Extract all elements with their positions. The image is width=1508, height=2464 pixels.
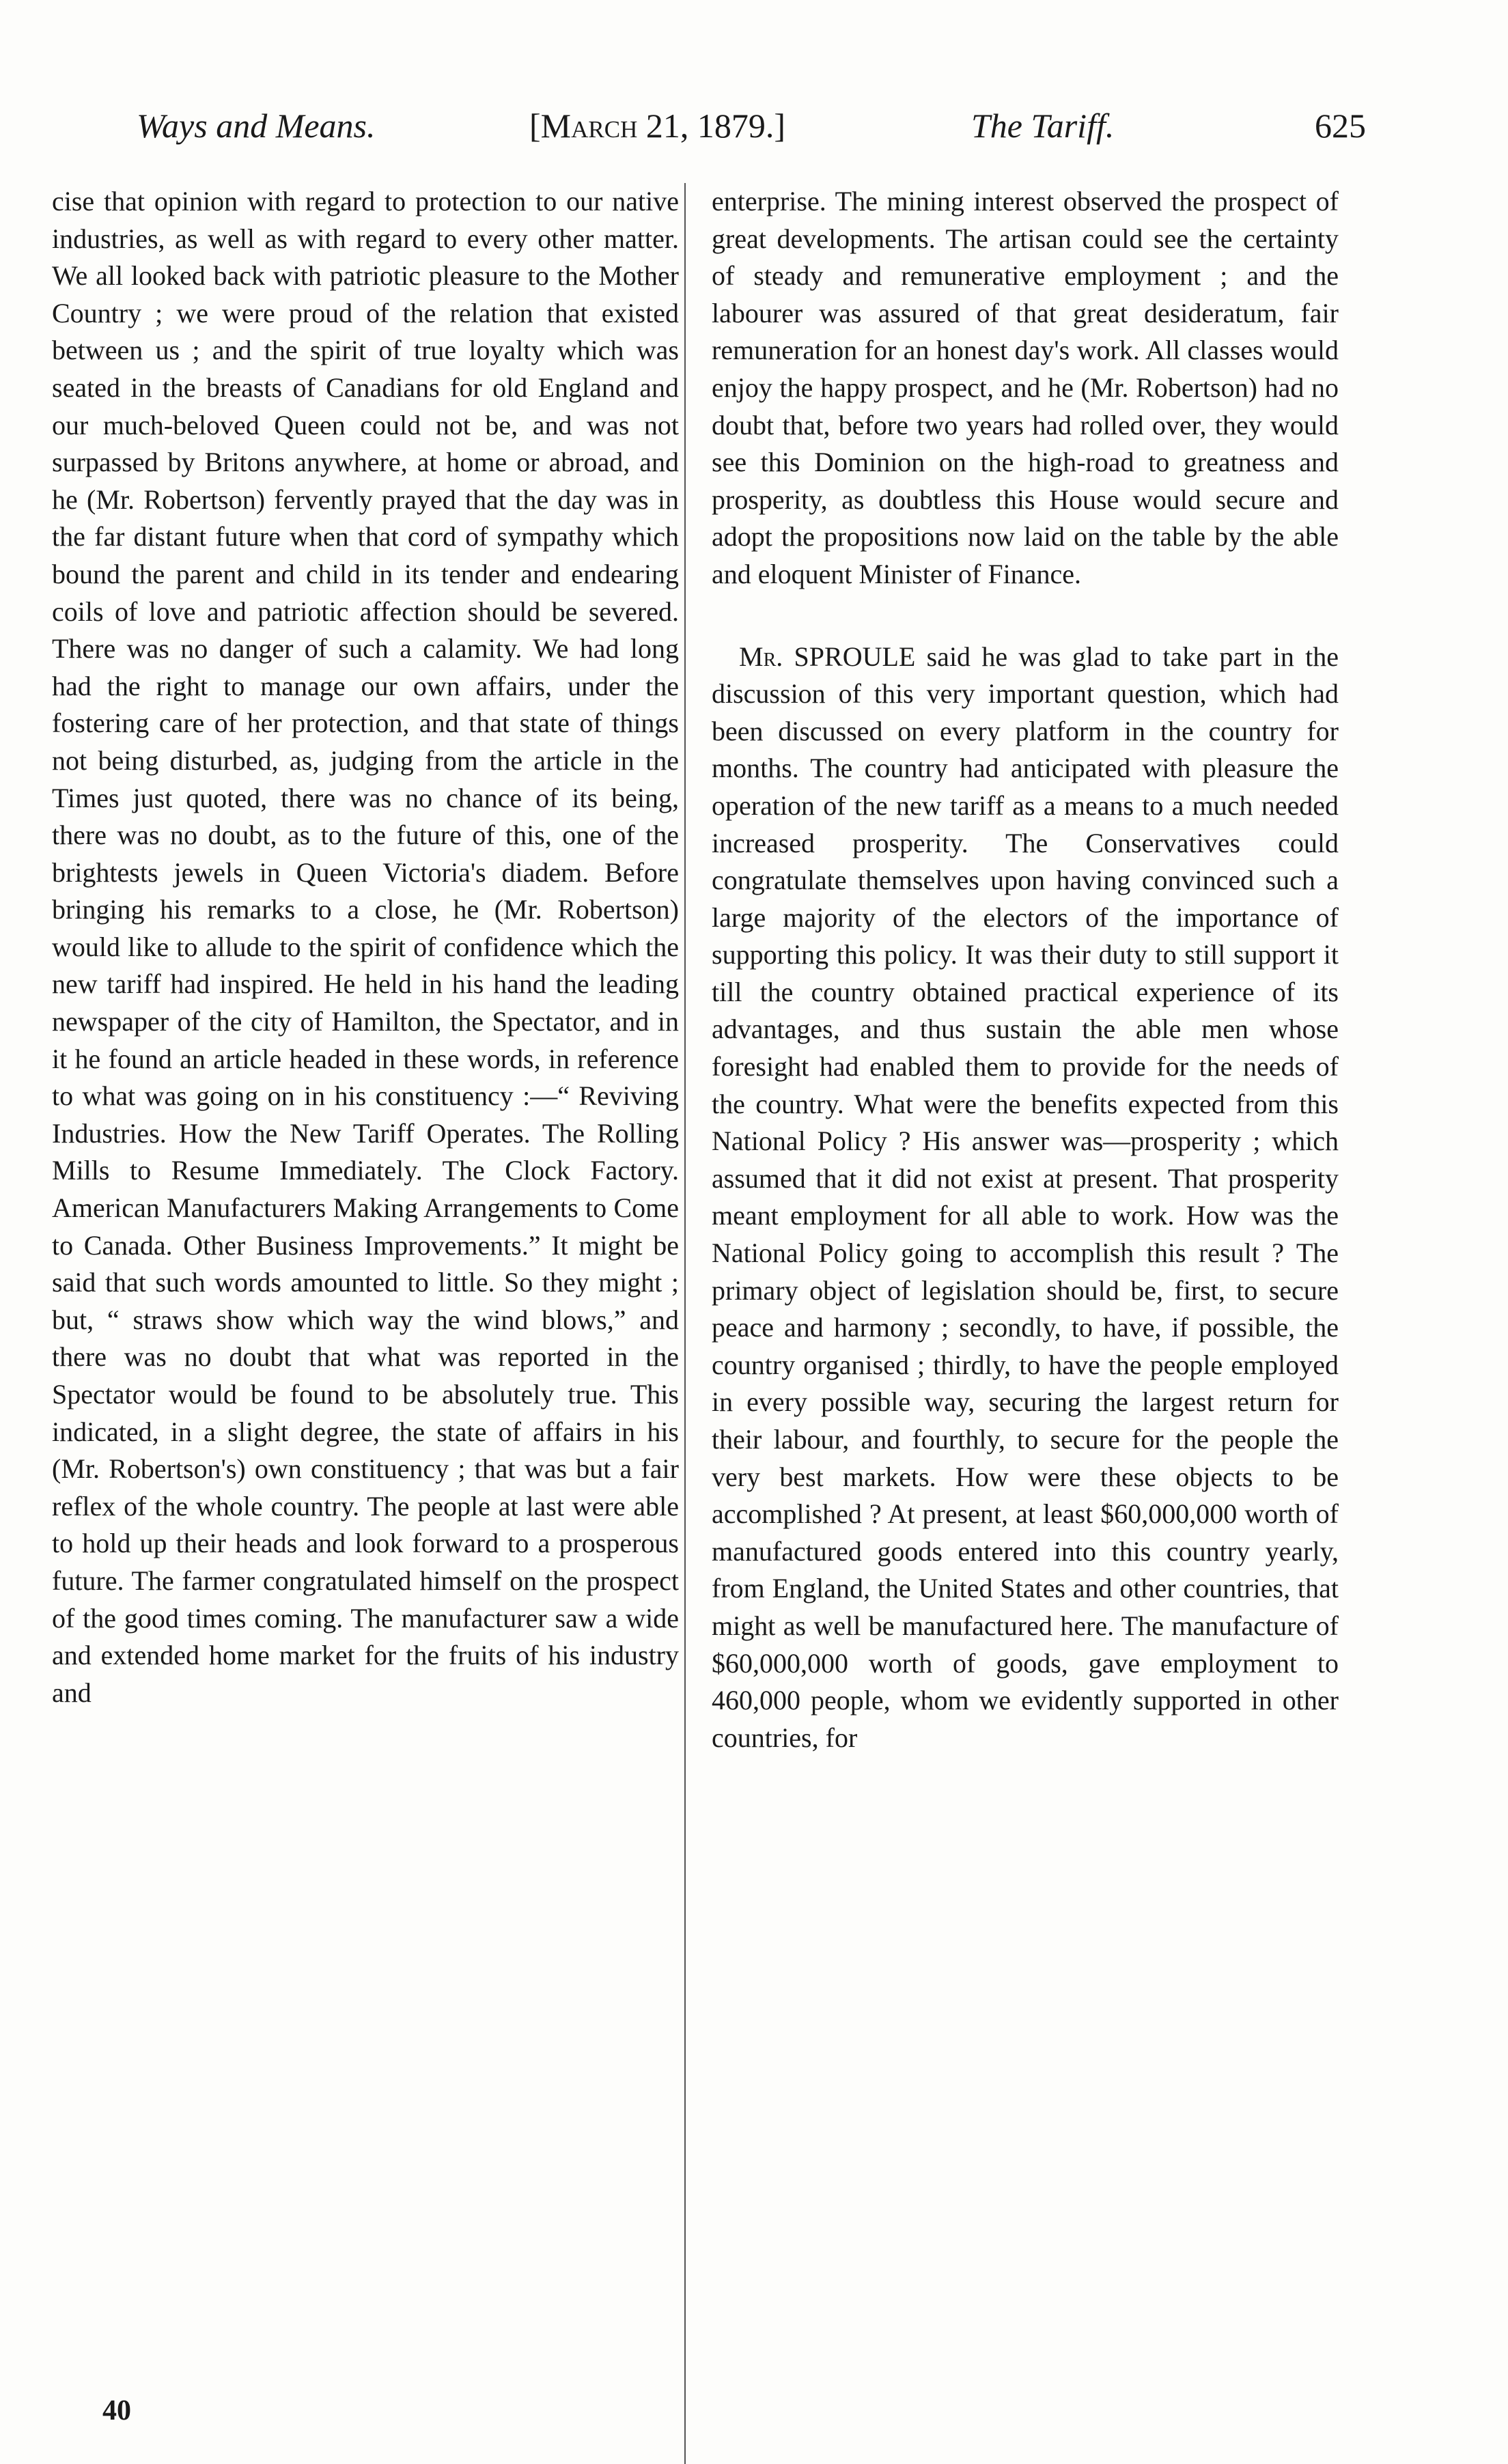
- speaker-name: Mr. SPROULE: [739, 641, 916, 672]
- column-divider: [684, 183, 686, 2464]
- right-column: [712, 183, 1339, 1756]
- header-date: [March 21, 1879.]: [529, 107, 785, 145]
- signature-mark: 40: [102, 2395, 131, 2426]
- paragraph-continuation: cise that opinion with regard to protection to our native industries, as well as with regard to every other matter. We all looked back with patriotic pleasure to the Mother Country ; we were proud of the relation that existed between us ; and the spirit of true loyalty which was seated in the breasts of Canadians for old England and our much-beloved Queen could not be, and was not surpassed by Britons anywhere, at home or abroad, and he (Mr. Robertson) fervently prayed that the day was in the far distant future when that cord of sympathy which bound the parent and child in its tender and endearing coils of love and patriotic affection should be severed. There was no danger of such a calamity. We had long had the right to manage our own affairs, under the fostering care of her protection, and that state of things not being disturbed, as, judging from the article in the Times just quoted, there was no chance of its being, there was no doubt, as to the future of this, one of the brightests jewels in Queen Victoria's diadem. Before bringing his remarks to a close, he (Mr. Robertson) would like to allude to the spirit of confidence which the new tariff had inspired. He held in his hand the leading newspaper of the city of Hamilton, the Spectator, and in it he found an article headed in these words, in reference to what was going on in his constituency :—“ Reviving Industries. How the New Tariff Operates. The Rolling Mills to Resume Immediately. The Clock Factory. American Manufacturers Making Arrangements to Come to Canada. Other Business Improvements.” It might be said that such words amounted to little. So they might ; but, “ straws show which way the wind blows,” and there was no doubt that what was reported in the Spectator would be found to be absolutely true. This indicated, in a slight degree, the state of affairs in his (Mr. Robertson's) own constituency ; that was but a fair reflex of the whole country. The people at last were able to hold up their heads and look forward to a prosperous future. The farmer congratulated himself on the prospect of the good times coming. The manufacturer saw a wide and extended home market for the fruits of his industry and: [52, 186, 679, 1708]
- running-head: [137, 106, 1366, 147]
- speech-text: said he was glad to take part in the discussion of this very important question, which had been discussed on every platform in the country for months. The country had anticipated with pleasure the operation of the new tariff as a means to a much needed increased prosperity. The Conservatives could congratulate themselves upon having convinced such a large majority of the electors of the importance of supporting this policy. It was their duty to still support it till the country obtained practical experience of its advantages, and thus sustain the able men whose foresight had enabled them to provide for the needs of the country. What were the benefits expected from this National Policy ? His answer was—prosperity ; which assumed that it did not exist at present. That prosperity meant employment for all able to work. How was the National Policy going to accomplish this result ? The primary object of legislation should be, first, to secure peace and harmony ; secondly, to have, if possible, the country organised ; thirdly, to have the people employed in every possible way, securing the largest return for their labour, and fourthly, to secure for the people the very best markets. How were these objects to be accomplished ? At present, at least $60,000,000 worth of manufactured goods entered into this country yearly, from England, the United States and other countries, that might as well be manufactured here. The manufacture of $60,000,000 worth of goods, gave employment to 460,000 people, whom we evidently supported in other countries, for: [712, 641, 1339, 1753]
- header-topic: The Tariff.: [971, 107, 1115, 145]
- left-column: [52, 183, 679, 1711]
- paragraph-sproule: [712, 639, 1339, 1757]
- page-number: 625: [1315, 107, 1366, 145]
- paragraph-robertson-end: enterprise. The mining interest observed the prospect of great developments. The artisan could see the certainty of steady and remunerative employment ; and the labourer was assured of that great desideratum, fair remuneration for an honest day's work. All classes would enjoy the happy prospect, and he (Mr. Robertson) had no doubt that, before two years had rolled over, they would see this Dominion on the high-road to greatness and prosperity, as doubtless this House would secure and adopt the propositions now laid on the table by the able and eloquent Minister of Finance.: [712, 186, 1339, 589]
- header-section-title: Ways and Means.: [137, 107, 376, 145]
